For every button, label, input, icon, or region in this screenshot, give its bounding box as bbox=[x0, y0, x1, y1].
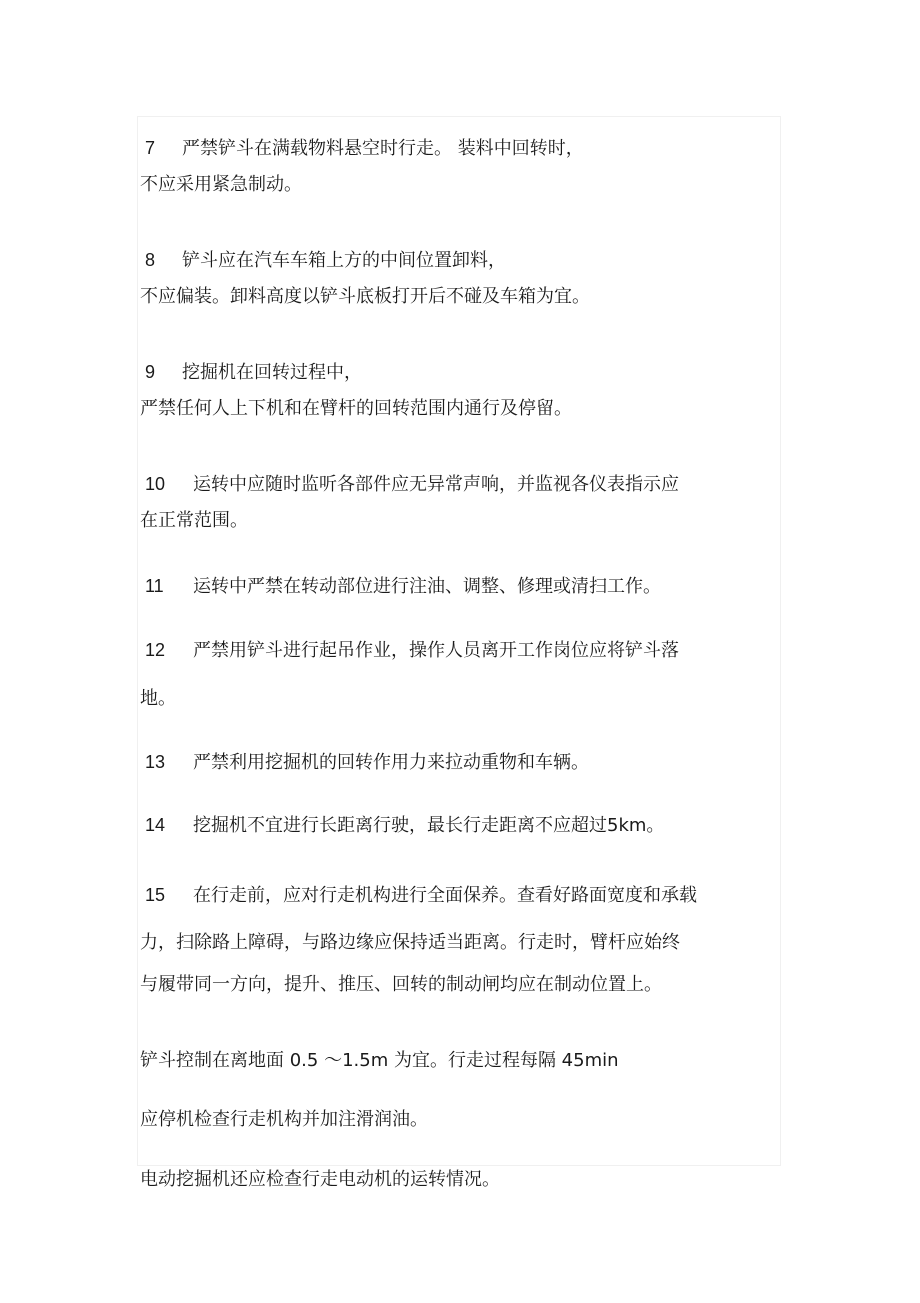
item-15-line-3: 与履带同一方向，提升、推压、回转的制动闸均应在制动位置上。 bbox=[140, 974, 662, 995]
item-7-line-2: 不应采用紧急制动。 bbox=[140, 174, 302, 195]
item-11-line-1: 11 运转中严禁在转动部位进行注油、调整、修理或清扫工作。 bbox=[140, 574, 661, 599]
item-14-line-1: 14 挖掘机不宜进行长距离行驶，最长行走距离不应超过5km。 bbox=[140, 813, 664, 838]
item-number: 8 bbox=[145, 250, 156, 270]
trailing-line-3: 电动挖掘机还应检查行走电动机的运转情况。 bbox=[140, 1169, 500, 1190]
item-number: 14 bbox=[145, 815, 166, 835]
item-12-line-1: 12 严禁用铲斗进行起吊作业，操作人员离开工作岗位应将铲斗落 bbox=[140, 638, 679, 663]
trailing-line-1: 铲斗控制在离地面 0.5 ～1.5m 为宜。行走过程每隔 45min bbox=[140, 1050, 619, 1071]
item-10-line-1: 10 运转中应随时监听各部件应无异常声响，并监视各仪表指示应 bbox=[140, 472, 679, 497]
item-7-line-1: 7 严禁铲斗在满载物料悬空时行走。 装料中回转时， bbox=[140, 136, 584, 161]
item-8-line-2: 不应偏装。卸料高度以铲斗底板打开后不碰及车箱为宜。 bbox=[140, 286, 590, 307]
item-10-line-2: 在正常范围。 bbox=[140, 510, 248, 531]
item-number: 11 bbox=[145, 576, 164, 596]
item-13-line-1: 13 严禁利用挖掘机的回转作用力来拉动重物和车辆。 bbox=[140, 750, 589, 775]
item-15-line-2: 力，扫除路上障碍，与路边缘应保持适当距离。行走时，臂杆应始终 bbox=[140, 932, 680, 953]
item-number: 7 bbox=[145, 138, 156, 158]
trailing-line-2: 应停机检查行走机构并加注滑润油。 bbox=[140, 1109, 428, 1130]
item-12-line-2: 地。 bbox=[140, 688, 176, 709]
item-9-line-1: 9 挖掘机在回转过程中， bbox=[140, 360, 362, 385]
item-8-line-1: 8 铲斗应在汽车车箱上方的中间位置卸料， bbox=[140, 248, 506, 273]
item-number: 10 bbox=[145, 474, 166, 494]
item-number: 13 bbox=[145, 752, 166, 772]
item-15-line-1: 15 在行走前，应对行走机构进行全面保养。查看好路面宽度和承载 bbox=[140, 883, 697, 908]
item-number: 9 bbox=[145, 362, 156, 382]
item-number: 15 bbox=[145, 885, 166, 905]
item-9-line-2: 严禁任何人上下机和在臂杆的回转范围内通行及停留。 bbox=[140, 398, 572, 419]
item-number: 12 bbox=[145, 640, 166, 660]
